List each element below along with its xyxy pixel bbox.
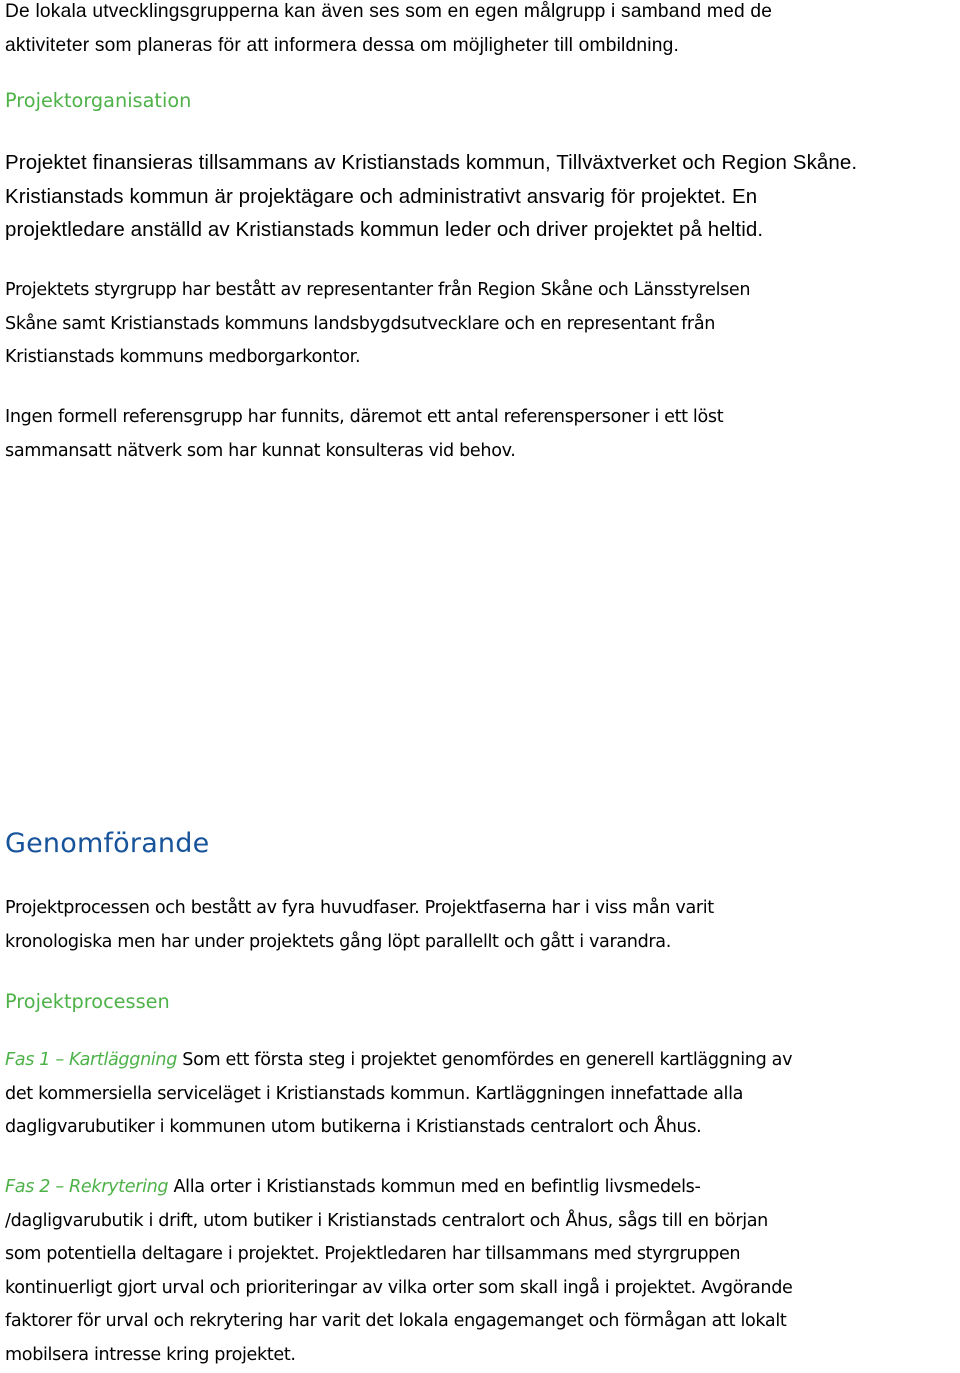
phase-1-line-1-text: Som ett första steg i projektet genomfördes en generell kartläggning av bbox=[177, 1050, 793, 1070]
phase-2-label: Fas 2 – Rekrytering bbox=[5, 1177, 169, 1197]
genomforande-p1-line-2: kronologiska men har under projektets gång löpt parallellt och gått i varandra. bbox=[5, 931, 671, 952]
phase-2-line-1-text: Alla orter i Kristianstads kommun med en befintlig livsmedels- bbox=[168, 1177, 701, 1197]
intro-line-2: aktiviteter som planeras för att informera dessa om möjligheter till ombildning. bbox=[5, 34, 679, 56]
phase-1-paragraph bbox=[5, 1044, 959, 1145]
intro-paragraph bbox=[5, 0, 959, 62]
genomforande-p1-line-1: Projektprocessen och bestått av fyra huvudfaser. Projektfaserna har i viss mån varit bbox=[5, 898, 714, 918]
organisation-p1-line-2: Kristianstads kommun är projektägare och administrativt ansvarig för projektet. En bbox=[5, 184, 758, 208]
phase-2-paragraph bbox=[5, 1171, 959, 1373]
heading-projektprocessen: Projektprocessen bbox=[5, 990, 170, 1013]
organisation-p1-line-1: Projektet finansieras tillsammans av Kristianstads kommun, Tillväxtverket och Region Skåne. bbox=[5, 151, 858, 174]
genomforande-paragraph-1 bbox=[5, 892, 959, 959]
phase-1-line-2: det kommersiella serviceläget i Kristianstads kommun. Kartläggningen innefattade alla bbox=[5, 1083, 744, 1104]
phase-2-line-6: mobilsera intresse kring projektet. bbox=[5, 1344, 296, 1365]
phase-2-line-5: faktorer för urval och rekrytering har varit det lokala engagemanget och förmågan att lokalt bbox=[5, 1311, 787, 1332]
organisation-p2-line-3: Kristianstads kommuns medborgarkontor. bbox=[5, 347, 361, 368]
intro-line-1: De lokala utvecklingsgrupperna kan även ses som en egen målgrupp i samband med de bbox=[5, 1, 773, 22]
organisation-p3-line-2: sammansatt nätverk som har kunnat konsulteras vid behov. bbox=[5, 440, 516, 461]
phase-2-line-2: /dagligvarubutik i drift, utom butiker i Kristianstads centralort och Åhus, sågs till en början bbox=[5, 1210, 768, 1231]
organisation-p2-line-1: Projektets styrgrupp har bestått av representanter från Region Skåne och Länsstyrelsen bbox=[5, 280, 751, 300]
phase-2-line-1 bbox=[5, 1171, 959, 1205]
heading-projektorganisation: Projektorganisation bbox=[5, 89, 192, 112]
organisation-paragraph-3 bbox=[5, 401, 959, 468]
organisation-paragraph-2 bbox=[5, 274, 959, 375]
organisation-paragraph-1 bbox=[5, 146, 959, 247]
organisation-p2-line-2: Skåne samt Kristianstads kommuns landsbygdsutvecklare och en representant från bbox=[5, 313, 716, 334]
phase-2-line-3: som potentiella deltagare i projektet. Projektledaren har tillsammans med styrgruppen bbox=[5, 1244, 741, 1265]
organisation-p3-line-1: Ingen formell referensgrupp har funnits, däremot ett antal referenspersoner i ett löst bbox=[5, 407, 724, 427]
phase-1-line-1 bbox=[5, 1044, 959, 1078]
phase-1-line-3: dagligvarubutiker i kommunen utom butikerna i Kristianstads centralort och Åhus. bbox=[5, 1117, 702, 1138]
phase-2-line-4: kontinuerligt gjort urval och prioriteringar av vilka orter som skall ingå i projektet. Avgörande bbox=[5, 1277, 793, 1298]
heading-genomforande: Genomförande bbox=[5, 828, 210, 859]
organisation-p1-line-3: projektledare anställd av Kristianstads kommun leder och driver projektet på heltid. bbox=[5, 218, 764, 241]
phase-1-label: Fas 1 – Kartläggning bbox=[5, 1050, 178, 1070]
